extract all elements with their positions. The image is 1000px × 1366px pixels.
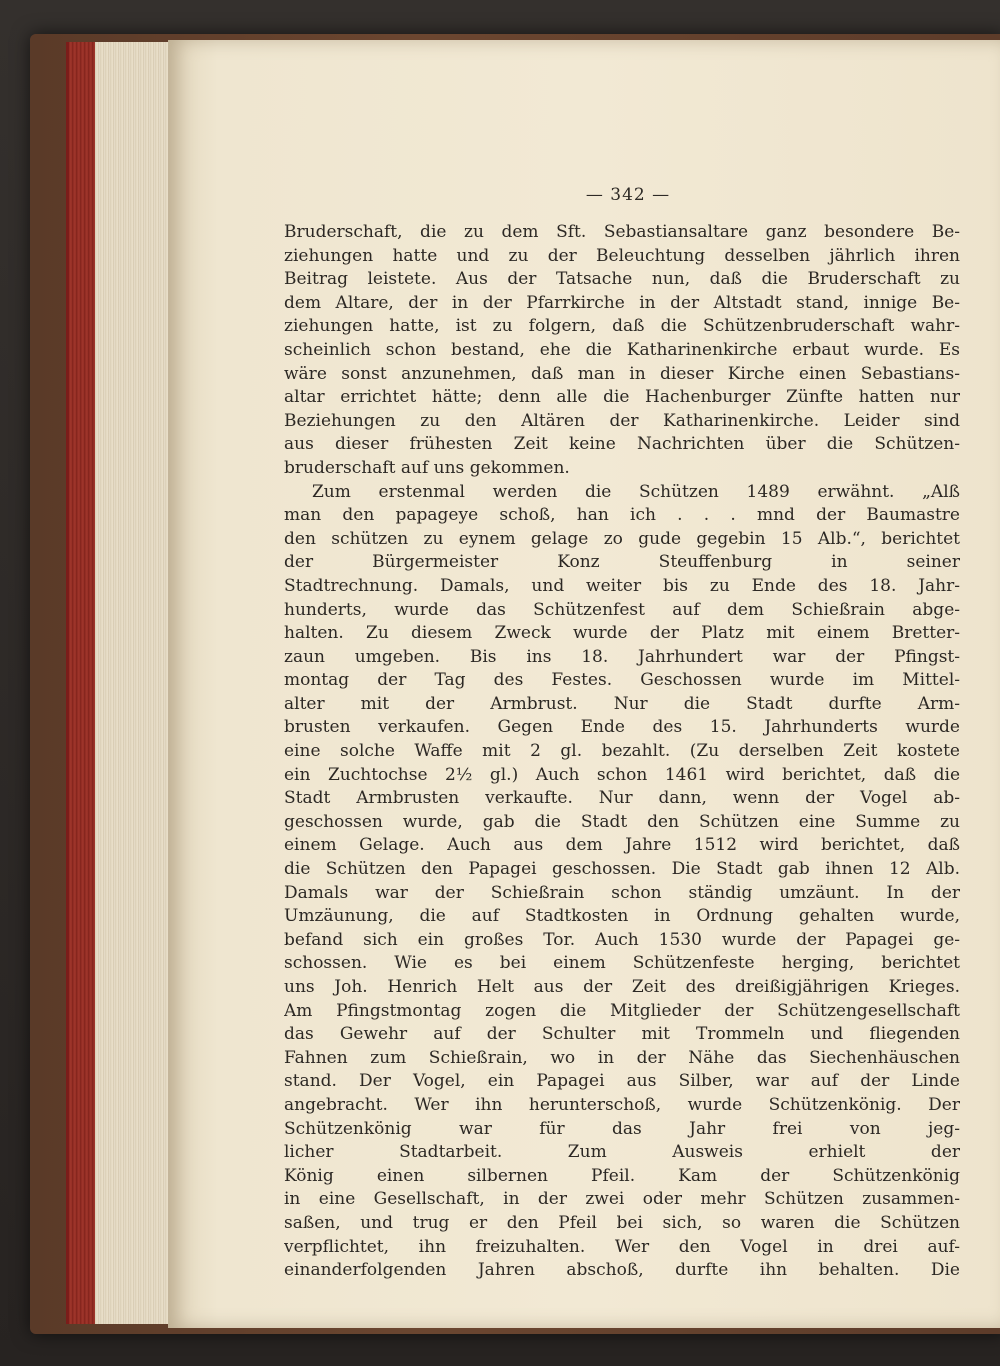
- text-line: Beziehungen zu den Altären der Katharinenkirche. Leider sind: [284, 410, 960, 431]
- text-line: eine solche Waffe mit 2 gl. bezahlt. (Zu derselben Zeit kostete: [284, 741, 960, 762]
- text-line: Zum erstenmal werden die Schützen 1489 erwähnt. „Alß: [312, 481, 960, 502]
- text-line: zaun umgeben. Bis ins 18. Jahrhundert war der Pfingst-: [284, 646, 960, 667]
- text-line: verpflichtet, ihn freizuhalten. Wer den Vogel in drei auf-: [284, 1236, 960, 1257]
- text-line: wäre sonst anzunehmen, daß man in dieser Kirche einen Sebastians-: [284, 363, 960, 384]
- text-line: Bruderschaft, die zu dem Sft. Sebastiansaltare ganz besondere Be-: [284, 222, 960, 242]
- text-line: scheinlich schon bestand, ehe die Katharinenkirche erbaut wurde. Es: [284, 339, 960, 360]
- text-line: brusten verkaufen. Gegen Ende des 15. Jahrhunderts wurde: [284, 717, 960, 738]
- text-line: den schützen zu eynem gelage zo gude gegebin 15 Alb.“, berichtet: [284, 528, 960, 549]
- book-page: [168, 40, 1000, 1328]
- text-line: angebracht. Wer ihn herunterschoß, wurde Schützenkönig. Der: [284, 1094, 960, 1115]
- page-number: — 342 —: [585, 185, 671, 205]
- text-line: Umzäunung, die auf Stadtkosten in Ordnung gehalten wurde,: [284, 906, 960, 927]
- text-line: Damals war der Schießrain schon ständig umzäunt. In der: [284, 882, 960, 903]
- text-line: der Bürgermeister Konz Steuffenburg in seiner: [284, 552, 960, 573]
- text-line: Fahnen zum Schießrain, wo in der Nähe das Siechenhäuschen: [284, 1047, 960, 1068]
- text-line: Beitrag leistete. Aus der Tatsache nun, daß die Bruderschaft zu: [284, 269, 960, 290]
- text-line: befand sich ein großes Tor. Auch 1530 wurde der Papagei ge-: [284, 929, 960, 950]
- text-line: man den papageye schoß, han ich . . . mnd der Baumastre: [284, 505, 960, 526]
- text-line: ziehungen hatte und zu der Beleuchtung desselben jährlich ihren: [284, 245, 960, 266]
- text-line: bruderschaft auf uns gekommen.: [284, 457, 570, 478]
- text-line: Stadtrechnung. Damals, und weiter bis zu Ende des 18. Jahr-: [284, 575, 960, 596]
- text-line: uns Joh. Henrich Helt aus der Zeit des dreißigjährigen Krieges.: [284, 977, 960, 997]
- text-line: die Schützen den Papagei geschossen. Die Stadt gab ihnen 12 Alb.: [284, 859, 960, 880]
- text-line: König einen silbernen Pfeil. Kam der Schützenkönig: [284, 1165, 960, 1186]
- text-line: einanderfolgenden Jahren abschoß, durfte ihn behalten. Die: [284, 1260, 960, 1281]
- text-line: Stadt Armbrusten verkaufte. Nur dann, wenn der Vogel ab-: [284, 788, 960, 809]
- text-line: einem Gelage. Auch aus dem Jahre 1512 wird berichtet, daß: [284, 835, 960, 856]
- text-line: montag der Tag des Festes. Geschossen wurde im Mittel-: [284, 670, 960, 691]
- text-line: Schützenkönig war für das Jahr frei von jeg-: [284, 1118, 960, 1139]
- text-line: Am Pfingstmontag zogen die Mitglieder der Schützengesellschaft: [284, 1000, 960, 1021]
- text-line: dem Altare, der in der Pfarrkirche in der Altstadt stand, innige Be-: [284, 292, 960, 313]
- text-line: saßen, und trug er den Pfeil bei sich, so waren die Schützen: [284, 1212, 960, 1233]
- text-line: schossen. Wie es bei einem Schützenfeste herging, berichtet: [284, 953, 960, 974]
- text-line: hunderts, wurde das Schützenfest auf dem Schießrain abge-: [284, 599, 960, 620]
- text-line: geschossen wurde, gab die Stadt den Schützen eine Summe zu: [284, 811, 960, 832]
- text-line: in eine Gesellschaft, in der zwei oder mehr Schützen zusammen-: [284, 1189, 960, 1210]
- text-line: ein Zuchtochse 2½ gl.) Auch schon 1461 wird berichtet, daß die: [284, 764, 960, 785]
- text-line: das Gewehr auf der Schulter mit Trommeln und fliegenden: [284, 1024, 960, 1045]
- text-line: halten. Zu diesem Zweck wurde der Platz mit einem Bretter-: [284, 623, 960, 644]
- text-line: licher Stadtarbeit. Zum Ausweis erhielt der: [284, 1142, 960, 1163]
- body-text: [284, 221, 960, 1283]
- text-line: alter mit der Armbrust. Nur die Stadt durfte Arm-: [284, 693, 960, 714]
- text-line: ziehungen hatte, ist zu folgern, daß die Schützenbruderschaft wahr-: [284, 316, 960, 337]
- text-line: aus dieser frühesten Zeit keine Nachrichten über die Schützen-: [284, 434, 960, 455]
- text-line: stand. Der Vogel, ein Papagei aus Silber, war auf der Linde: [284, 1071, 960, 1092]
- text-line: altar errichtet hätte; denn alle die Hachenburger Zünfte hatten nur: [284, 387, 960, 408]
